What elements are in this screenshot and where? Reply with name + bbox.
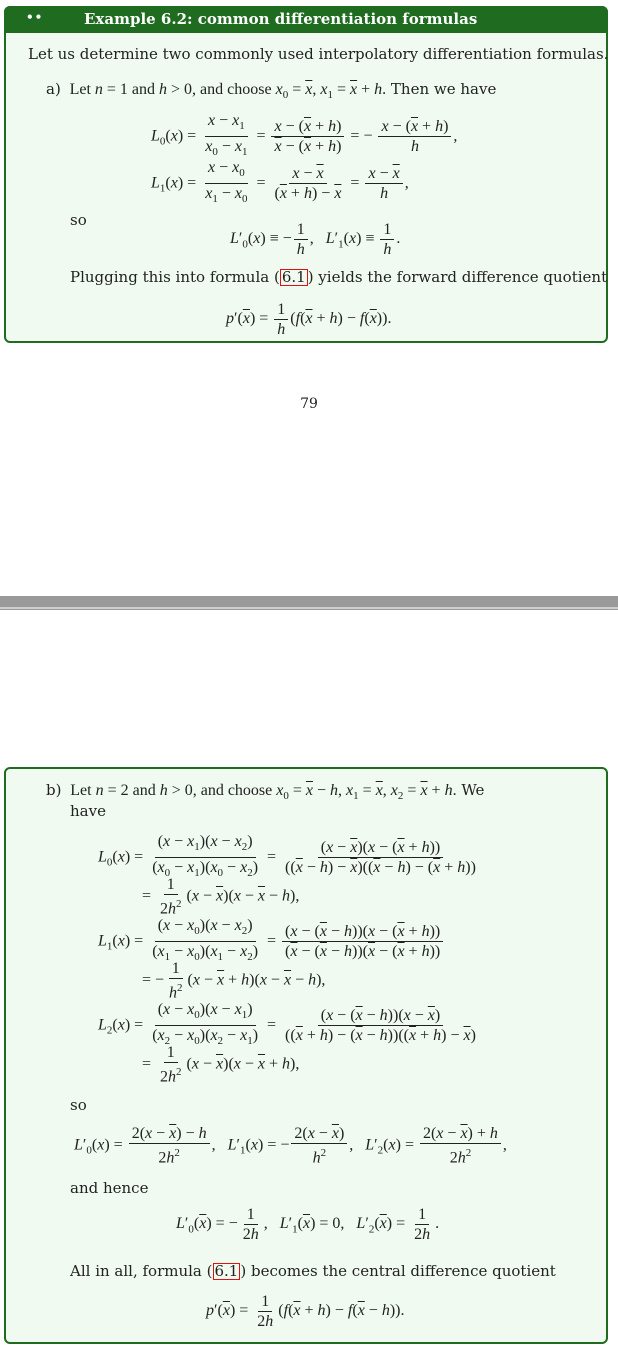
intro-text: Let us determine two commonly used interpolatory differentiation formulas. (28, 45, 609, 63)
equation-L1-b: $L_1(x)$ = $\frac{(x - x_0)(x - x_2)}{(x_1 - x_0)(x_1 - x_2)}$ = $\frac{(x - (\overline{x} - h))(x - (\overline{x} + h))}{(\overline{x} - (\overline{x} - h))(\overline{x} - (\overline{x} + h))}$ (98, 917, 445, 966)
equation-L1-a: $L_1(x)$ = $\frac{x - x_0}{x_1 - x_0}$ = $\frac{x - \overline{x}}{(\overline{x} + h) - \overline{x}}$ = $\frac{x - \overline{x}}{h}$ , (151, 159, 409, 206)
so-text-a: so (70, 211, 87, 229)
part-a-premise: Let n = 1 and h > 0, and choose $x_0 = \overline{x}$, $x_1 = \overline{x} + h$. (65, 81, 387, 102)
part-b-have: have (70, 802, 106, 820)
part-b-line (46, 781, 484, 802)
forward-difference-formula: $p'(\overline{x})$ = $\frac{1}{h}$ $(f(\overline{x} + h) - f(\overline{x}))$. (226, 301, 392, 338)
and-hence-text: and hence (70, 1179, 149, 1197)
part-b-label: b) (46, 781, 62, 799)
part-a-text: Then we have (390, 80, 497, 98)
equation-L0-b: $L_0(x)$ = $\frac{(x - x_1)(x - x_2)}{(x_0 - x_1)(x_0 - x_2)}$ = $\frac{(x - \overline{x})(x - (\overline{x} + h))}{((\overline{x} - h) - \overline{x})((\overline{x} - h) - (\overline{x} + h))}$ (98, 833, 476, 880)
equation-L2-b-simplified: = $\frac{1}{2h^2}$ $(x - \overline{x})(x - \overline{x} + h)$, (142, 1044, 300, 1086)
so-text-b: so (70, 1096, 87, 1114)
part-a-label: a) (46, 80, 61, 98)
page-separator-edge (0, 607, 618, 609)
equation-L1-b-simplified: = − $\frac{1}{h^2}$ $(x - \overline{x} + h)(x - \overline{x} - h)$, (142, 960, 326, 1002)
central-difference-formula: $p'(\overline{x})$ = $\frac{1}{2h}$ $(f(\overline{x} + h) - f(\overline{x} - h))$. (206, 1293, 405, 1330)
all-in-all-post: ) becomes the central difference quotient (240, 1262, 556, 1280)
part-b-premise: Let n = 2 and h > 0, and choose $x_0 = \overline{x} - h$, $x_1 = \overline{x}$, $x_2 = \overline{x} + h$. (66, 782, 457, 803)
difficulty-dots: •• (26, 10, 44, 24)
equation-derivatives-b: $L'_0(x)$ = $\frac{2(x - \overline{x}) - h}{2h^2}$ , $L'_1(x)$ = − $\frac{2(x - \overline{x})}{h^2}$ , $L'_2(x)$ = $\frac{2(x - \overline{x}) + h}{2h^2}$ , (74, 1125, 507, 1167)
equation-L2-b: $L_2(x)$ = $\frac{(x - x_0)(x - x_1)}{(x_2 - x_0)(x_2 - x_1)}$ = $\frac{(x - (\overline{x} - h))(x - \overline{x})}{((\overline{x} + h) - (\overline{x} - h))((\overline{x} + h) - \overline{x})}$ (98, 1001, 476, 1048)
part-a-line (46, 80, 496, 101)
equation-derivatives-a: $L'_0(x)$ ≡ − $\frac{1}{h}$ , $L'_1(x)$ ≡ $\frac{1}{h}$ . (230, 221, 401, 258)
part-b-text: We (461, 781, 485, 799)
plugging-sentence (70, 268, 607, 286)
formula-reference-link[interactable]: 6.1 (281, 268, 306, 286)
example-box-part-a (4, 6, 608, 343)
plugging-pre: Plugging this into formula ( (70, 268, 280, 286)
equation-derivatives-at-xbar: $L'_0(\overline{x})$ = − $\frac{1}{2h}$ , $L'_1(\overline{x}) = 0$, $L'_2(\overline{x})$ = $\frac{1}{2h}$ . (176, 1206, 440, 1243)
all-in-all-sentence (70, 1262, 556, 1280)
page-number: 79 (300, 396, 318, 412)
example-title: Example 6.2: common differentiation formulas (84, 10, 478, 28)
plugging-post: ) yields the forward difference quotient (307, 268, 608, 286)
equation-L0-b-simplified: = $\frac{1}{2h^2}$ $(x - \overline{x})(x - \overline{x} - h)$, (142, 876, 300, 918)
all-in-all-pre: All in all, formula ( (70, 1262, 213, 1280)
example-title-bar (4, 6, 608, 33)
formula-reference-link-b[interactable]: 6.1 (214, 1262, 239, 1280)
equation-L0-a: $L_0(x)$ = $\frac{x - x_1}{x_0 - x_1}$ = $\frac{x - (\overline{x} + h)}{\overline{x} - (\overline{x} + h)}$ = − $\frac{x - (\overline{x} + h)}{h}$ , (151, 112, 458, 159)
example-box-part-b (4, 767, 608, 1344)
